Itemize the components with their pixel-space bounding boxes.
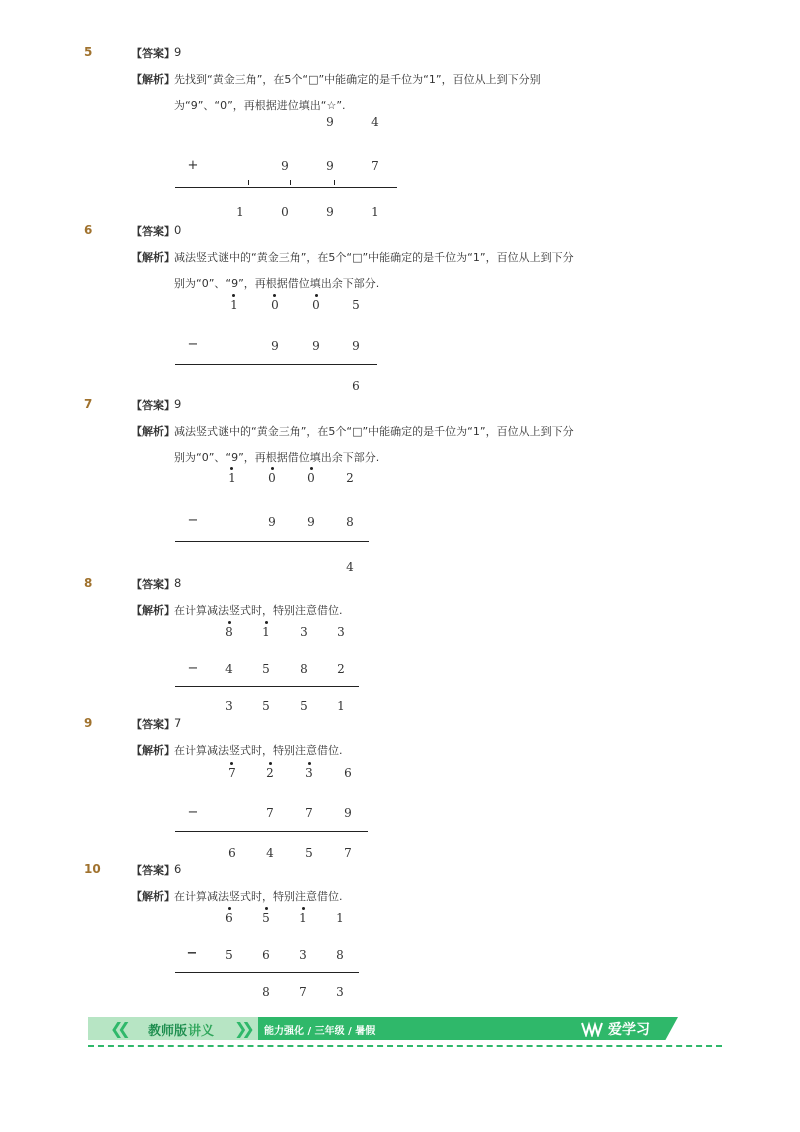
minus-sign: − [187,661,199,676]
minus-sign: − [187,805,199,820]
carry-mark [334,180,335,185]
digit: 9 [268,515,276,529]
borrow-dot [310,467,313,470]
carry-mark [290,180,291,185]
analysis-line: 在计算减法竖式时，特别注意借位. [174,604,343,617]
borrow-dot [228,621,231,624]
digit: 1 [337,699,345,713]
analysis-label: 【解析】 [131,251,175,264]
digit: 3 [337,625,345,639]
digit: 3 [299,948,307,962]
digit: 7 [344,846,352,860]
difference-line [175,831,368,832]
analysis-label: 【解析】 [131,73,175,86]
digit: 7 [266,806,274,820]
minus-sign: − [187,337,199,352]
footer-subtitle: 能力强化 / 三年级 / 暑假 [264,1026,376,1037]
digit: 1 [299,911,307,925]
notes-label: 讲义 [188,1024,215,1039]
digit: 7 [371,159,379,173]
digit: 0 [271,298,279,312]
analysis-line: 别为“0”、“9”，再根据借位填出余下部分. [174,277,380,290]
digit: 0 [312,298,320,312]
borrow-dot [265,907,268,910]
digit: 6 [225,911,233,925]
borrow-dot [230,762,233,765]
plus-sign: + [187,158,199,173]
borrow-dot [315,294,318,297]
digit: 2 [266,766,274,780]
digit: 4 [346,560,354,574]
digit: 9 [271,339,279,353]
difference-line [175,364,377,365]
answer-value: 8 [174,576,182,590]
digit: 1 [228,471,236,485]
analysis-label: 【解析】 [131,744,175,757]
answer-label: 【答案】 [131,578,175,591]
answer-label: 【答案】 [131,225,175,238]
answer-value: 0 [174,223,182,237]
problem-number: 7 [84,397,93,411]
digit: 3 [300,625,308,639]
analysis-line: 在计算减法竖式时，特别注意借位. [174,890,343,903]
analysis-line: 减法竖式谜中的“黄金三角”，在5个“□”中能确定的是千位为“1”，百位从上到下分 [174,251,574,264]
digit: 0 [307,471,315,485]
digit: 1 [262,625,270,639]
digit: 5 [300,699,308,713]
digit: 0 [268,471,276,485]
brand-logo-icon [580,1021,604,1037]
difference-line [175,686,359,687]
footer-dashed-divider [88,1045,722,1047]
digit: 6 [228,846,236,860]
digit: 1 [336,911,344,925]
analysis-line: 别为“0”、“9”，再根据借位填出余下部分. [174,451,380,464]
digit: 9 [326,159,334,173]
digit: 4 [371,115,379,129]
borrow-dot [273,294,276,297]
difference-line [175,541,369,542]
digit: 2 [346,471,354,485]
brand-name: 爱学习 [608,1022,650,1038]
digit: 8 [262,985,270,999]
digit: 5 [352,298,360,312]
digit: 1 [236,205,244,219]
digit: 5 [262,662,270,676]
digit: 5 [225,948,233,962]
digit: 2 [337,662,345,676]
analysis-label: 【解析】 [131,425,175,438]
digit: 9 [307,515,315,529]
answer-label: 【答案】 [131,399,175,412]
answer-value: 9 [174,45,182,59]
double-chevron-right-icon: ❯❯ [234,1019,249,1038]
digit: 9 [326,205,334,219]
digit: 8 [225,625,233,639]
borrow-dot [228,907,231,910]
analysis-line: 在计算减法竖式时，特别注意借位. [174,744,343,757]
analysis-line: 减法竖式谜中的“黄金三角”，在5个“□”中能确定的是千位为“1”，百位从上到下分 [174,425,574,438]
digit: 9 [312,339,320,353]
minus-sign: − [187,513,199,528]
digit: 4 [266,846,274,860]
digit: 8 [336,948,344,962]
analysis-label: 【解析】 [131,890,175,903]
double-chevron-icon: ❮❮ [110,1019,125,1038]
digit: 4 [225,662,233,676]
digit: 8 [300,662,308,676]
digit: 7 [228,766,236,780]
borrow-dot [308,762,311,765]
digit: 7 [305,806,313,820]
digit: 1 [371,205,379,219]
digit: 7 [299,985,307,999]
analysis-label: 【解析】 [131,604,175,617]
borrow-dot [302,907,305,910]
problem-number: 6 [84,223,93,237]
digit: 6 [352,379,360,393]
digit: 3 [305,766,313,780]
answer-value: 6 [174,862,182,876]
answer-value: 9 [174,397,182,411]
minus-sign: − [186,946,198,961]
carry-mark [248,180,249,185]
problem-number: 5 [84,45,93,59]
footer-banner [88,1017,678,1040]
answer-label: 【答案】 [131,47,175,60]
digit: 5 [262,911,270,925]
answer-label: 【答案】 [131,718,175,731]
digit: 9 [326,115,334,129]
digit: 8 [346,515,354,529]
analysis-line: 先找到“黄金三角”，在5个“□”中能确定的是千位为“1”，百位从上到下分别 [174,73,541,86]
answer-label: 【答案】 [131,864,175,877]
digit: 1 [230,298,238,312]
difference-line [175,972,359,973]
digit: 6 [262,948,270,962]
borrow-dot [232,294,235,297]
analysis-line: 为“9”、“0”，再根据进位填出“☆”. [174,99,346,112]
borrow-dot [271,467,274,470]
digit: 3 [225,699,233,713]
digit: 5 [305,846,313,860]
digit: 9 [281,159,289,173]
problem-number: 8 [84,576,93,590]
borrow-dot [230,467,233,470]
digit: 5 [262,699,270,713]
digit: 6 [344,766,352,780]
digit: 0 [281,205,289,219]
answer-value: 7 [174,716,182,730]
borrow-dot [269,762,272,765]
edition-label: 教师版 [148,1024,188,1039]
problem-number: 10 [84,862,101,876]
digit: 9 [352,339,360,353]
problem-number: 9 [84,716,93,730]
sum-line [175,187,397,188]
borrow-dot [265,621,268,624]
digit: 3 [336,985,344,999]
digit: 9 [344,806,352,820]
